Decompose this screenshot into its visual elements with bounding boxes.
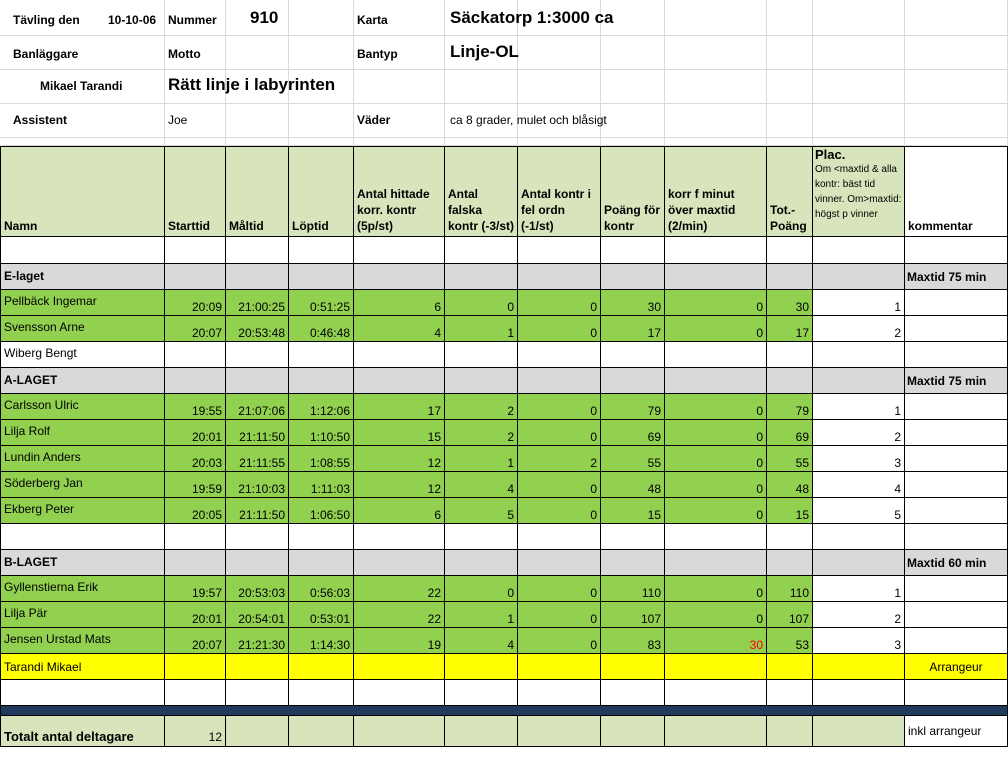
participant-name: Lilja Rolf xyxy=(0,420,165,446)
nummer-label: Nummer xyxy=(168,13,217,27)
empty-cell[interactable] xyxy=(0,237,165,264)
value-cell: 0 xyxy=(518,394,601,420)
empty-cell[interactable] xyxy=(813,342,905,368)
value-cell: 17 xyxy=(767,316,813,342)
empty-cell[interactable] xyxy=(445,237,518,264)
empty-cell xyxy=(354,654,445,680)
group-cell xyxy=(813,368,905,394)
empty-cell[interactable] xyxy=(165,680,226,706)
empty-cell[interactable] xyxy=(767,237,813,264)
value-cell: 0 xyxy=(665,316,767,342)
group-cell xyxy=(518,368,601,394)
placement: 2 xyxy=(813,420,905,446)
value-cell: 0 xyxy=(665,290,767,316)
tavling-label: Tävling den xyxy=(13,13,80,27)
empty-cell[interactable] xyxy=(354,342,445,368)
empty-cell[interactable] xyxy=(165,342,226,368)
header-maltid: Måltid xyxy=(226,146,289,237)
group-cell xyxy=(813,264,905,290)
value-cell: 1:10:50 xyxy=(289,420,354,446)
value-cell: 79 xyxy=(601,394,665,420)
empty-cell[interactable] xyxy=(289,342,354,368)
value-cell: 30 xyxy=(665,628,767,654)
grid-cell[interactable] xyxy=(165,138,226,146)
value-cell: 0 xyxy=(518,628,601,654)
value-cell: 4 xyxy=(445,472,518,498)
empty-cell[interactable] xyxy=(354,680,445,706)
value-cell: 0 xyxy=(665,446,767,472)
empty-cell xyxy=(226,654,289,680)
grid-cell[interactable] xyxy=(518,138,601,146)
empty-cell[interactable] xyxy=(518,237,601,264)
nummer-value: 910 xyxy=(250,8,279,27)
value-cell: 6 xyxy=(354,290,445,316)
group-cell xyxy=(601,368,665,394)
comment-cell[interactable] xyxy=(905,446,1008,472)
empty-cell[interactable] xyxy=(445,342,518,368)
group-cell xyxy=(354,264,445,290)
grid-cell[interactable] xyxy=(445,70,518,104)
empty-cell[interactable] xyxy=(905,680,1008,706)
value-cell: 0 xyxy=(518,576,601,602)
value-cell: 0 xyxy=(665,576,767,602)
value-cell: 0:53:01 xyxy=(289,602,354,628)
placement: 1 xyxy=(813,576,905,602)
grid-cell[interactable] xyxy=(905,104,1008,138)
value-cell: 79 xyxy=(767,394,813,420)
bantyp-label: Bantyp xyxy=(357,47,398,61)
header-kommentar: kommentar xyxy=(905,146,1008,237)
value-cell: 0 xyxy=(518,316,601,342)
group-cell xyxy=(601,550,665,576)
comment-cell[interactable] xyxy=(905,420,1008,446)
value-cell: 55 xyxy=(601,446,665,472)
grid-cell[interactable] xyxy=(226,104,289,138)
empty-cell[interactable] xyxy=(905,342,1008,368)
group-cell xyxy=(813,550,905,576)
value-cell: 2 xyxy=(445,394,518,420)
empty-cell[interactable] xyxy=(0,524,165,550)
empty-cell[interactable] xyxy=(226,342,289,368)
participant-name: Wiberg Bengt xyxy=(0,342,165,368)
grid-cell[interactable] xyxy=(226,36,289,70)
value-cell: 107 xyxy=(767,602,813,628)
value-cell: 20:03 xyxy=(165,446,226,472)
total-cell xyxy=(518,716,601,747)
value-cell: 1:11:03 xyxy=(289,472,354,498)
empty-cell[interactable] xyxy=(226,237,289,264)
grid-cell[interactable] xyxy=(354,138,445,146)
grid-cell[interactable] xyxy=(0,138,165,146)
value-cell: 1 xyxy=(445,602,518,628)
value-cell: 110 xyxy=(767,576,813,602)
value-cell: 20:07 xyxy=(165,628,226,654)
value-cell: 69 xyxy=(601,420,665,446)
grid-cell[interactable] xyxy=(665,138,767,146)
participant-name: Lilja Pär xyxy=(0,602,165,628)
total-cell xyxy=(665,716,767,747)
karta-label: Karta xyxy=(357,13,388,27)
value-cell: 0 xyxy=(665,472,767,498)
header-starttid: Starttid xyxy=(165,146,226,237)
value-cell: 69 xyxy=(767,420,813,446)
participant-name: Carlsson Ulric xyxy=(0,394,165,420)
group-cell xyxy=(165,550,226,576)
header-poang_kontr: Poäng för kontr xyxy=(601,146,665,237)
comment-cell[interactable] xyxy=(905,316,1008,342)
empty-cell[interactable] xyxy=(289,237,354,264)
empty-cell[interactable] xyxy=(518,680,601,706)
empty-cell xyxy=(665,654,767,680)
empty-cell xyxy=(445,654,518,680)
value-cell: 1:08:55 xyxy=(289,446,354,472)
empty-cell xyxy=(767,654,813,680)
empty-cell[interactable] xyxy=(0,680,165,706)
group-cell xyxy=(767,264,813,290)
value-cell: 15 xyxy=(354,420,445,446)
group-maxtid: Maxtid 75 min xyxy=(905,368,1008,394)
group-cell xyxy=(601,264,665,290)
empty-cell[interactable] xyxy=(905,524,1008,550)
value-cell: 20:05 xyxy=(165,498,226,524)
value-cell: 0:56:03 xyxy=(289,576,354,602)
value-cell: 19:59 xyxy=(165,472,226,498)
value-cell: 15 xyxy=(767,498,813,524)
empty-cell[interactable] xyxy=(518,342,601,368)
arrangeur-note: Arrangeur xyxy=(905,654,1008,680)
tavling-date: 10-10-06 xyxy=(108,13,157,27)
assistent-value: Joe xyxy=(168,113,188,127)
empty-cell[interactable] xyxy=(665,237,767,264)
motto-label: Motto xyxy=(168,47,201,61)
grid-cell[interactable] xyxy=(813,70,905,104)
total-cell xyxy=(767,716,813,747)
comment-cell[interactable] xyxy=(905,472,1008,498)
grid-cell[interactable] xyxy=(905,138,1008,146)
header-korr_minut: korr f minut över maxtid (2/min) xyxy=(665,146,767,237)
comment-cell[interactable] xyxy=(905,394,1008,420)
empty-cell xyxy=(289,654,354,680)
grid-cell[interactable] xyxy=(905,36,1008,70)
empty-cell[interactable] xyxy=(813,524,905,550)
participant-name: Ekberg Peter xyxy=(0,498,165,524)
value-cell: 1 xyxy=(445,316,518,342)
value-cell: 1:12:06 xyxy=(289,394,354,420)
group-cell xyxy=(665,264,767,290)
arrangeur-name: Tarandi Mikael xyxy=(0,654,165,680)
value-cell: 15 xyxy=(601,498,665,524)
group-cell xyxy=(354,368,445,394)
empty-cell[interactable] xyxy=(665,524,767,550)
value-cell: 30 xyxy=(601,290,665,316)
grid-cell[interactable] xyxy=(518,70,601,104)
grid-cell[interactable] xyxy=(665,36,767,70)
value-cell: 12 xyxy=(354,446,445,472)
total-value: 12 xyxy=(165,716,226,747)
header-tot_poang: Tot.-Poäng xyxy=(767,146,813,237)
group-name: A-LAGET xyxy=(0,368,165,394)
placement: 3 xyxy=(813,446,905,472)
placement: 2 xyxy=(813,602,905,628)
group-cell xyxy=(518,550,601,576)
banlaggare-name: Mikael Tarandi xyxy=(40,79,123,93)
header-antal_hittade: Antal hittade korr. kontr (5p/st) xyxy=(354,146,445,237)
grid-cell[interactable] xyxy=(767,104,813,138)
separator-bar xyxy=(0,706,1008,716)
total-cell xyxy=(445,716,518,747)
total-note: inkl arrangeur xyxy=(905,716,1008,747)
group-cell xyxy=(665,550,767,576)
header-antal_falska: Antal falska kontr (-3/st) xyxy=(445,146,518,237)
empty-cell[interactable] xyxy=(601,524,665,550)
grid-cell[interactable] xyxy=(767,70,813,104)
placement: 4 xyxy=(813,472,905,498)
empty-cell[interactable] xyxy=(813,680,905,706)
motto-value: Rätt linje i labyrinten xyxy=(168,75,336,94)
grid-cell[interactable] xyxy=(905,70,1008,104)
empty-cell[interactable] xyxy=(813,237,905,264)
grid-cell[interactable] xyxy=(601,138,665,146)
comment-cell[interactable] xyxy=(905,602,1008,628)
value-cell: 21:07:06 xyxy=(226,394,289,420)
empty-cell xyxy=(518,654,601,680)
group-cell xyxy=(518,264,601,290)
value-cell: 19:57 xyxy=(165,576,226,602)
bantyp-value: Linje-OL xyxy=(450,42,519,61)
grid-cell[interactable] xyxy=(226,138,289,146)
value-cell: 0 xyxy=(518,420,601,446)
grid-cell[interactable] xyxy=(665,70,767,104)
empty-cell[interactable] xyxy=(445,524,518,550)
value-cell: 0 xyxy=(518,602,601,628)
value-cell: 110 xyxy=(601,576,665,602)
group-name: B-LAGET xyxy=(0,550,165,576)
group-cell xyxy=(289,264,354,290)
value-cell: 0 xyxy=(665,602,767,628)
value-cell: 30 xyxy=(767,290,813,316)
group-cell xyxy=(445,264,518,290)
empty-cell[interactable] xyxy=(165,524,226,550)
participant-name: Gyllenstierna Erik xyxy=(0,576,165,602)
empty-cell xyxy=(601,654,665,680)
header-namn: Namn xyxy=(0,146,165,237)
grid-cell[interactable] xyxy=(445,138,518,146)
empty-cell[interactable] xyxy=(601,680,665,706)
grid-cell[interactable] xyxy=(905,0,1008,36)
grid-cell[interactable] xyxy=(601,70,665,104)
group-cell xyxy=(226,264,289,290)
group-maxtid: Maxtid 60 min xyxy=(905,550,1008,576)
value-cell: 0 xyxy=(445,290,518,316)
group-cell xyxy=(165,264,226,290)
empty-cell[interactable] xyxy=(289,680,354,706)
group-cell xyxy=(165,368,226,394)
empty-cell xyxy=(813,654,905,680)
value-cell: 21:11:50 xyxy=(226,420,289,446)
value-cell: 20:54:01 xyxy=(226,602,289,628)
grid-cell[interactable] xyxy=(813,0,905,36)
empty-cell[interactable] xyxy=(165,237,226,264)
empty-cell[interactable] xyxy=(445,680,518,706)
placement: 5 xyxy=(813,498,905,524)
value-cell: 0 xyxy=(665,420,767,446)
grid-cell[interactable] xyxy=(813,104,905,138)
grid-cell[interactable] xyxy=(289,104,354,138)
value-cell: 2 xyxy=(445,420,518,446)
empty-cell[interactable] xyxy=(601,237,665,264)
plac-note: Om <maxtid & alla kontr: bäst tid vinner. Om>maxtid: högst p vinner xyxy=(815,164,902,220)
comment-cell[interactable] xyxy=(905,576,1008,602)
empty-cell[interactable] xyxy=(354,524,445,550)
group-cell xyxy=(767,550,813,576)
value-cell: 0:46:48 xyxy=(289,316,354,342)
grid-cell[interactable] xyxy=(289,36,354,70)
empty-cell[interactable] xyxy=(601,342,665,368)
value-cell: 5 xyxy=(445,498,518,524)
empty-cell[interactable] xyxy=(767,680,813,706)
vader-value: ca 8 grader, mulet och blåsigt xyxy=(450,113,607,127)
value-cell: 19:55 xyxy=(165,394,226,420)
value-cell: 20:01 xyxy=(165,602,226,628)
value-cell: 0:51:25 xyxy=(289,290,354,316)
karta-value: Säckatorp 1:3000 ca xyxy=(450,8,614,27)
placement: 2 xyxy=(813,316,905,342)
value-cell: 20:53:48 xyxy=(226,316,289,342)
grid-cell[interactable] xyxy=(767,0,813,36)
value-cell: 4 xyxy=(445,628,518,654)
value-cell: 107 xyxy=(601,602,665,628)
empty-cell[interactable] xyxy=(905,237,1008,264)
empty-cell[interactable] xyxy=(767,524,813,550)
total-cell xyxy=(226,716,289,747)
group-cell xyxy=(226,550,289,576)
participant-name: Jensen Urstad Mats xyxy=(0,628,165,654)
empty-cell[interactable] xyxy=(289,524,354,550)
value-cell: 4 xyxy=(354,316,445,342)
value-cell: 20:01 xyxy=(165,420,226,446)
value-cell: 17 xyxy=(354,394,445,420)
value-cell: 22 xyxy=(354,576,445,602)
value-cell: 83 xyxy=(601,628,665,654)
grid-cell[interactable] xyxy=(767,36,813,70)
value-cell: 21:21:30 xyxy=(226,628,289,654)
empty-cell[interactable] xyxy=(354,237,445,264)
vader-label: Väder xyxy=(357,113,391,127)
placement: 3 xyxy=(813,628,905,654)
value-cell: 21:11:55 xyxy=(226,446,289,472)
value-cell: 0 xyxy=(518,472,601,498)
group-cell xyxy=(289,550,354,576)
comment-cell[interactable] xyxy=(905,628,1008,654)
group-cell xyxy=(226,368,289,394)
total-cell xyxy=(813,716,905,747)
participant-name: Pellbäck Ingemar xyxy=(0,290,165,316)
group-cell xyxy=(445,550,518,576)
comment-cell[interactable] xyxy=(905,498,1008,524)
value-cell: 19 xyxy=(354,628,445,654)
participant-name: Söderberg Jan xyxy=(0,472,165,498)
empty-cell[interactable] xyxy=(665,680,767,706)
value-cell: 17 xyxy=(601,316,665,342)
empty-cell xyxy=(165,654,226,680)
value-cell: 55 xyxy=(767,446,813,472)
value-cell: 0 xyxy=(445,576,518,602)
value-cell: 0 xyxy=(665,394,767,420)
group-cell xyxy=(289,368,354,394)
assistent-label: Assistent xyxy=(13,113,68,127)
banlaggare-label: Banläggare xyxy=(13,47,79,61)
value-cell: 20:07 xyxy=(165,316,226,342)
total-cell xyxy=(354,716,445,747)
value-cell: 21:10:03 xyxy=(226,472,289,498)
grid-cell[interactable] xyxy=(289,138,354,146)
total-label: Totalt antal deltagare xyxy=(0,716,165,747)
total-cell xyxy=(601,716,665,747)
placement: 1 xyxy=(813,290,905,316)
empty-cell[interactable] xyxy=(665,342,767,368)
participant-name: Svensson Arne xyxy=(0,316,165,342)
placement: 1 xyxy=(813,394,905,420)
value-cell: 53 xyxy=(767,628,813,654)
group-cell xyxy=(767,368,813,394)
value-cell: 6 xyxy=(354,498,445,524)
value-cell: 0 xyxy=(518,290,601,316)
empty-cell[interactable] xyxy=(518,524,601,550)
value-cell: 20:53:03 xyxy=(226,576,289,602)
header-loptid: Löptid xyxy=(289,146,354,237)
empty-cell[interactable] xyxy=(226,680,289,706)
group-name: E-laget xyxy=(0,264,165,290)
grid-cell[interactable] xyxy=(813,36,905,70)
group-cell xyxy=(445,368,518,394)
value-cell: 1:06:50 xyxy=(289,498,354,524)
value-cell: 0 xyxy=(665,498,767,524)
grid-cell[interactable] xyxy=(813,138,905,146)
value-cell: 12 xyxy=(354,472,445,498)
total-cell xyxy=(289,716,354,747)
group-cell xyxy=(665,368,767,394)
value-cell: 21:00:25 xyxy=(226,290,289,316)
participant-name: Lundin Anders xyxy=(0,446,165,472)
group-maxtid: Maxtid 75 min xyxy=(905,264,1008,290)
comment-cell[interactable] xyxy=(905,290,1008,316)
value-cell: 1:14:30 xyxy=(289,628,354,654)
empty-cell[interactable] xyxy=(767,342,813,368)
header-antal_fel_ordn: Antal kontr i fel ordn (-1/st) xyxy=(518,146,601,237)
group-cell xyxy=(354,550,445,576)
value-cell: 48 xyxy=(601,472,665,498)
empty-cell[interactable] xyxy=(226,524,289,550)
plac-title: Plac. xyxy=(815,147,846,162)
grid-cell[interactable] xyxy=(767,138,813,146)
value-cell: 22 xyxy=(354,602,445,628)
value-cell: 2 xyxy=(518,446,601,472)
value-cell: 0 xyxy=(518,498,601,524)
value-cell: 48 xyxy=(767,472,813,498)
value-cell: 21:11:50 xyxy=(226,498,289,524)
value-cell: 20:09 xyxy=(165,290,226,316)
value-cell: 1 xyxy=(445,446,518,472)
header-plac xyxy=(813,146,905,237)
